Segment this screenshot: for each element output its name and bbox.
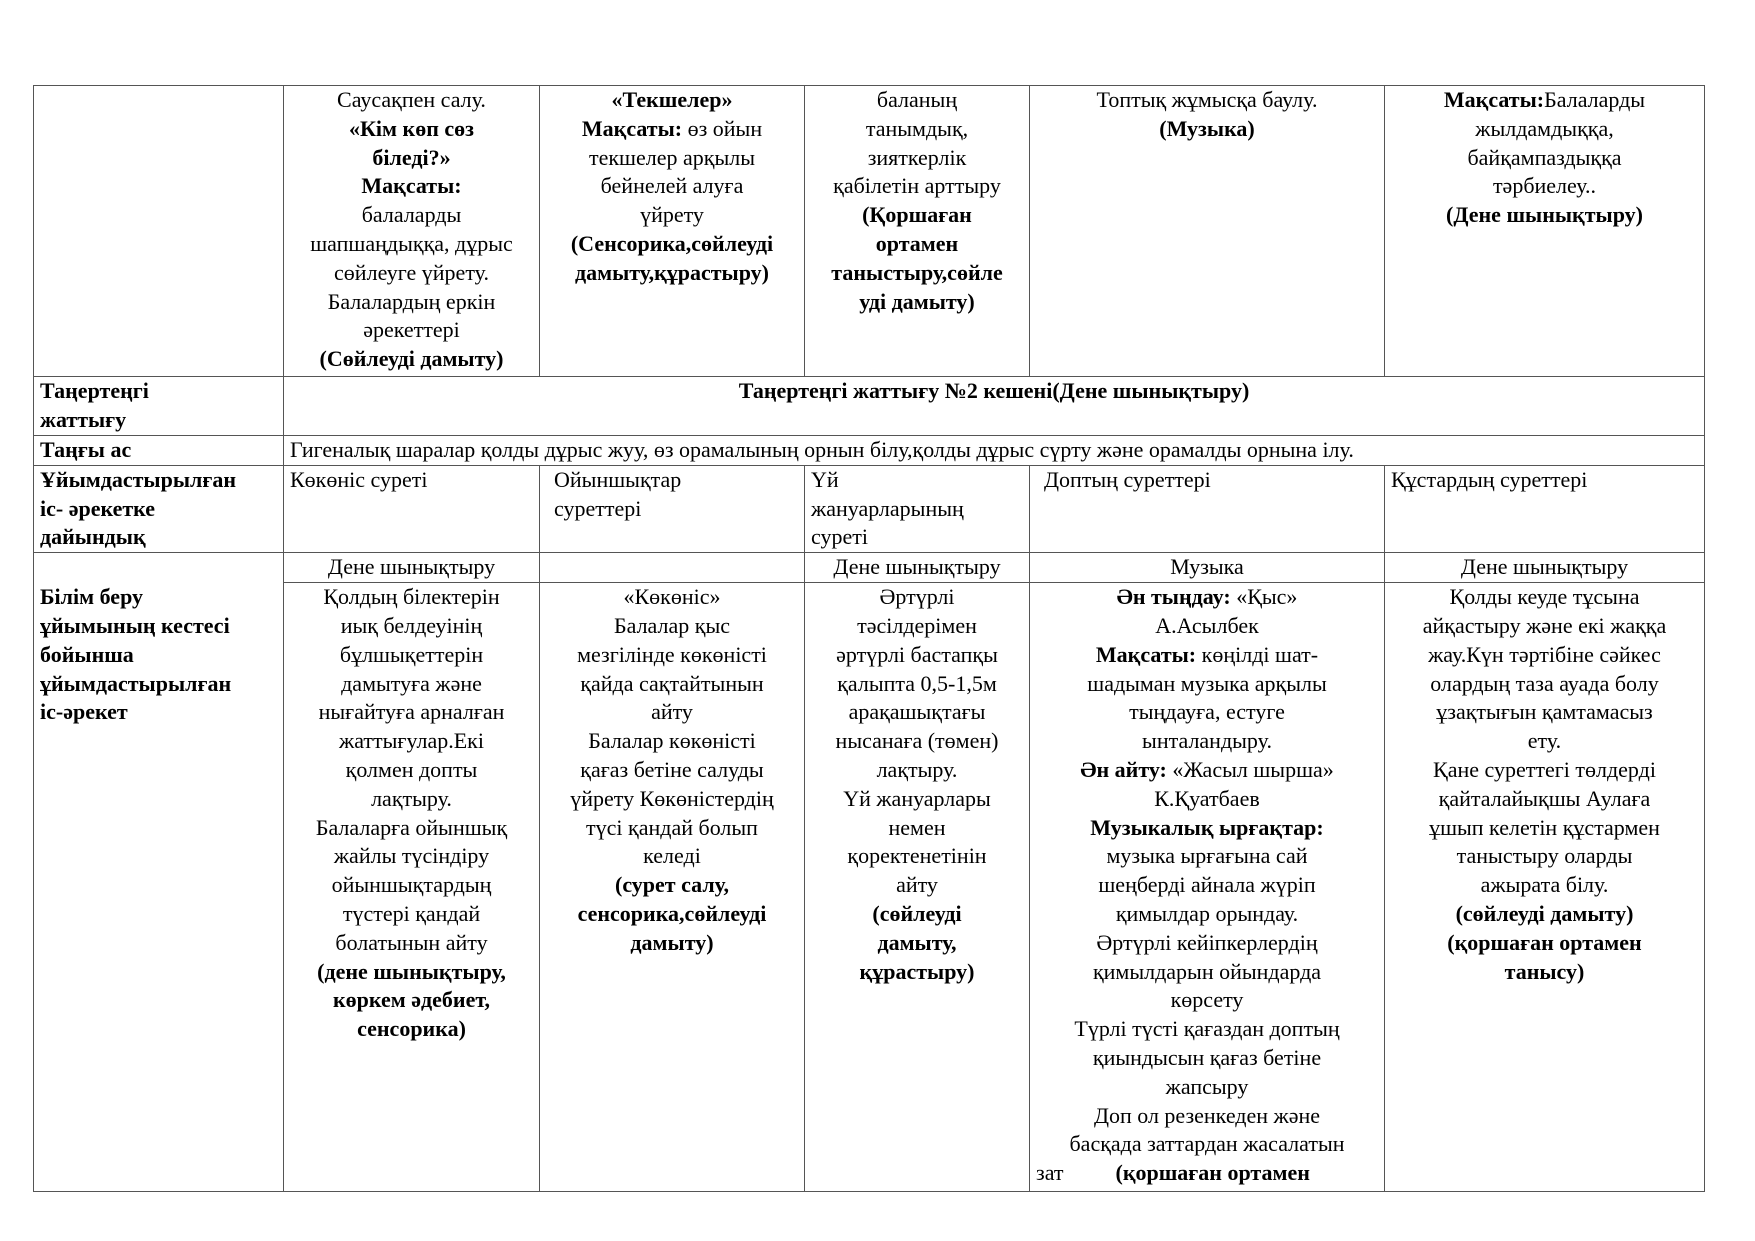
morning-exercise-content: Таңертеңгі жаттығу №2 кешені(Дене шынықтыру) [284,377,1705,436]
cell-line-last [1036,1159,1378,1188]
cell-line: қалыпта 0,5-1,5м [837,670,997,696]
cell-line: Ән тыңдау: «Қыс» [1116,584,1298,610]
cell-line: Мақсаты: [361,173,462,199]
cell-line: сөйлеуге үйрету. [334,259,489,285]
cell-line: байқампаздыққа [1467,144,1622,170]
cell-line: таныстыру,сөйле [831,259,1003,285]
cell-line: шеңберді айнала жүріп [1098,872,1316,898]
bold-prefix: Мақсаты: [1443,87,1545,112]
cell [540,583,805,1192]
cell-line: жау.Күн тәртібіне сәйкес [1428,641,1661,667]
breakfast-content: Гигеналық шаралар қолды дұрыс жуу, өз орамалының орнын білу,қолды дұрыс сүрту және орамалды орнына ілу. [284,436,1705,466]
cell-line: көрсету [1170,987,1244,1013]
cell-line: Топтық жұмысқа баулу. [1096,87,1318,112]
cell [1385,86,1705,377]
cell [805,583,1030,1192]
subject-cell: Дене шынықтыру [284,553,540,583]
cell-line: Доп ол резенкеден және [1093,1102,1321,1128]
cell-line: ажырата білу. [1480,872,1609,898]
cell-line: ұйымының кестесі [40,612,230,638]
cell-line: сенсорика) [357,1016,466,1042]
subject-cell [540,553,805,583]
cell-line: ұзақтығын қамтамасыз [1436,699,1653,725]
bold-prefix: Мақсаты: [581,115,683,141]
cell-line: уді дамыту) [859,288,975,314]
subject-cell: Музыка [1030,553,1385,583]
cell-line: тыңдауға, естуге [1129,699,1285,725]
cell-line: қимылдарын ойындарда [1092,958,1322,984]
cell-line: лақтыру. [371,785,452,811]
cell-line: Қане суреттегі төлдерді [1433,756,1656,782]
cell-line: (Қоршаған [862,202,972,228]
cell-line: (Музыка) [1159,115,1255,141]
cell-line: дамыту) [630,929,714,955]
cell-line: «Текшелер» [611,87,733,112]
cell-line: шапшаңдыққа, дұрыс [310,230,513,256]
cell-line: текшелер арқылы [588,144,755,170]
cell-line: әртүрлі бастапқы [836,641,998,667]
row-label-morning-exercise [34,377,284,436]
cell-line: (сурет салу, [615,872,729,898]
cell-line: Ән айту: «Жасыл шырша» [1080,756,1334,782]
cell-line: құрастыру) [859,958,975,984]
cell-line: болатынын айту [335,929,488,955]
table-row [34,86,1705,377]
cell-line: ету. [1527,728,1562,754]
cell-line: нығайтуға арналған [318,699,505,725]
cell-line: Үй [811,466,839,492]
preparation-cell [1030,465,1385,552]
cell-line: мезгілінде көкөністі [577,641,767,667]
cell-line: Балалар қыс [613,612,730,638]
preparation-cell [284,465,540,552]
cell-line: (Сенсорика,сөйлеуді [570,230,774,256]
row-label-preparation [34,465,284,552]
cell-line: (қоршаған ортамен [1447,929,1642,955]
cell-line: жылдамдыққа, [1475,115,1614,141]
cell-line: танысу) [1504,958,1585,984]
cell-line: (сөйлеуді [872,900,962,926]
cell-line: ортамен [875,230,959,256]
cell-line: (Сөйлеуді дамыту) [319,346,504,372]
cell-line: танымдық, [865,115,969,141]
cell [284,86,540,377]
cell-line: түсі қандай болып [586,814,758,840]
cell-line: дамытуға және [341,670,482,696]
cell-line: Қолдың білектерін [323,584,500,610]
cell-line: бейнелей алуға [600,173,744,199]
cell-line: қимылдар орындау. [1115,900,1299,926]
cell-line: Әртүрлі кейіпкерлердің [1096,929,1318,955]
cell-line: қабілетін арттыру [833,173,1001,199]
cell-line: қиындысын қағаз бетіне [1092,1044,1322,1070]
cell-line: тәрбиелеу.. [1492,173,1597,199]
cell-line: Ойыншықтар [554,466,682,492]
cell-line: Таңертеңгі [40,378,149,403]
cell-line: тәсілдерімен [857,612,977,638]
cell-line: іс-әрекет [40,699,128,725]
cell-line: А.Асылбек [1155,612,1259,638]
cell-line: (Дене шынықтыру) [1446,202,1643,228]
cell [805,86,1030,377]
cell-line: басқада заттардан жасалатын [1069,1131,1345,1157]
cell-line: Түрлі түсті қағаздан доптың [1074,1016,1340,1042]
cell-line: Мақсаты: көңілді шат- [1095,641,1319,667]
cell-line: «Кім көп сөз [348,115,474,141]
cell-line: (дене шынықтыру, [317,958,506,984]
cell-line: көркем әдебиет, [332,987,491,1013]
cell-line: Қолды кеуде тұсына [1449,584,1640,610]
cell-line: бойынша [40,641,134,667]
line-plain: зат [1036,1160,1064,1186]
cell-line: қолмен допты [345,756,478,782]
cell-line: Мақсаты: өз ойын [581,115,763,141]
row-label-cell [34,86,284,377]
cell-line: Саусақпен салу. [337,87,486,112]
cell-line: ынталандыру. [1142,728,1272,754]
table-row [34,377,1705,436]
cell [1030,583,1385,1192]
cell-line: түстері қандай [342,900,481,926]
cell-line: Балаларға ойыншық [315,814,508,840]
cell-line: жапсыру [1165,1073,1249,1099]
cell-line: Балалардың еркін [327,288,496,314]
cell-line: Білім беру [40,584,144,610]
preparation-cell [540,465,805,552]
cell-line: бұлшықеттерін [339,641,484,667]
table-row [34,583,1705,1192]
cell-line: немен [888,814,946,840]
cell-line: музыка ырғағына сай [1106,843,1308,869]
cell-line: дамыту, [877,929,957,955]
cell-line: жаттығу [40,406,127,432]
table-row [34,436,1705,466]
cell-line: айту [896,872,938,898]
cell-line: үйрету [640,202,704,228]
cell-lines [1036,583,1378,1159]
cell-line: Балалар көкөністі [588,728,756,754]
bold-prefix: Ән айту: [1080,756,1167,782]
cell-line: дайындық [40,524,146,550]
cell-line: Көкөніс суреті [290,466,428,492]
plan-table [33,85,1705,1192]
bold-prefix: Ән тыңдау: [1116,584,1231,610]
cell-line: нысанаға (төмен) [835,728,999,754]
cell-line: дамыту,құрастыру) [574,259,770,285]
cell-line: таныстыру оларды [1456,843,1633,869]
cell-line: балаларды [361,202,462,228]
cell-line: біледі?» [372,144,451,170]
row-label-breakfast: Таңғы ас [34,436,284,466]
cell-line: Доптың суреттері [1044,466,1211,492]
cell-line: ойыншықтардың [331,872,492,898]
cell-line: қайда сақтайтынын [580,670,764,696]
table-row [34,553,1705,583]
cell-line: Музыкалық ырғақтар: [1090,814,1324,840]
cell [540,86,805,377]
cell-line: Үй жануарлары [843,785,991,811]
cell-line: әрекеттері [363,317,460,343]
cell-line: айқастыру және екі жаққа [1422,612,1667,638]
cell-line: айту [651,699,693,725]
cell-line: арақашықтағы [848,699,986,725]
cell-line: іс- әрекетке [40,495,156,521]
cell [1030,86,1385,377]
cell-line: Мақсаты:Балаларды [1443,87,1646,112]
cell-line: Құстардың суреттері [1391,466,1588,492]
cell-line: ұйымдастырылған [40,670,232,696]
preparation-cell [805,465,1030,552]
cell-line: жануарларының [811,495,964,521]
cell-line: қағаз бетіне салуды [580,756,764,782]
table-row [34,465,1705,552]
preparation-cell [1385,465,1705,552]
cell-line: қайталайықшы Аулаға [1438,785,1651,811]
cell-line: Ұйымдастырылған [40,466,237,492]
subject-cell: Дене шынықтыру [1385,553,1705,583]
cell-line: иық белдеуінің [340,612,483,638]
row-label-organized-activity [34,553,284,1192]
cell-line: суреті [811,524,868,550]
cell-line: қоректенетінін [847,843,987,869]
cell [1385,583,1705,1192]
cell-line: олардың таза ауада болу [1430,670,1659,696]
cell-line: сенсорика,сөйлеуді [577,900,767,926]
cell-line: «Көкөніс» [623,584,721,610]
cell-line: К.Қуатбаев [1154,785,1260,811]
cell-line: баланың [876,87,958,112]
cell-line: үйрету Көкөністердің [570,785,774,811]
cell-line: жайлы түсіндіру [333,843,490,869]
cell-line: ұшып келетін құстармен [1429,814,1660,840]
cell-line: келеді [643,843,701,869]
cell-line: суреттері [554,495,642,521]
subject-cell: Дене шынықтыру [805,553,1030,583]
bold-prefix: Мақсаты: [1095,641,1197,667]
cell-line: Әртүрлі [879,584,955,610]
cell-line: жаттығулар.Екі [339,728,484,754]
cell-line: шадыман музыка арқылы [1087,670,1327,696]
line-bold: (қоршаған ортамен [1115,1160,1310,1186]
cell-line: зияткерлік [867,144,967,170]
cell [284,583,540,1192]
cell-line: лақтыру. [876,756,958,782]
cell-line: (сөйлеуді дамыту) [1455,900,1634,926]
